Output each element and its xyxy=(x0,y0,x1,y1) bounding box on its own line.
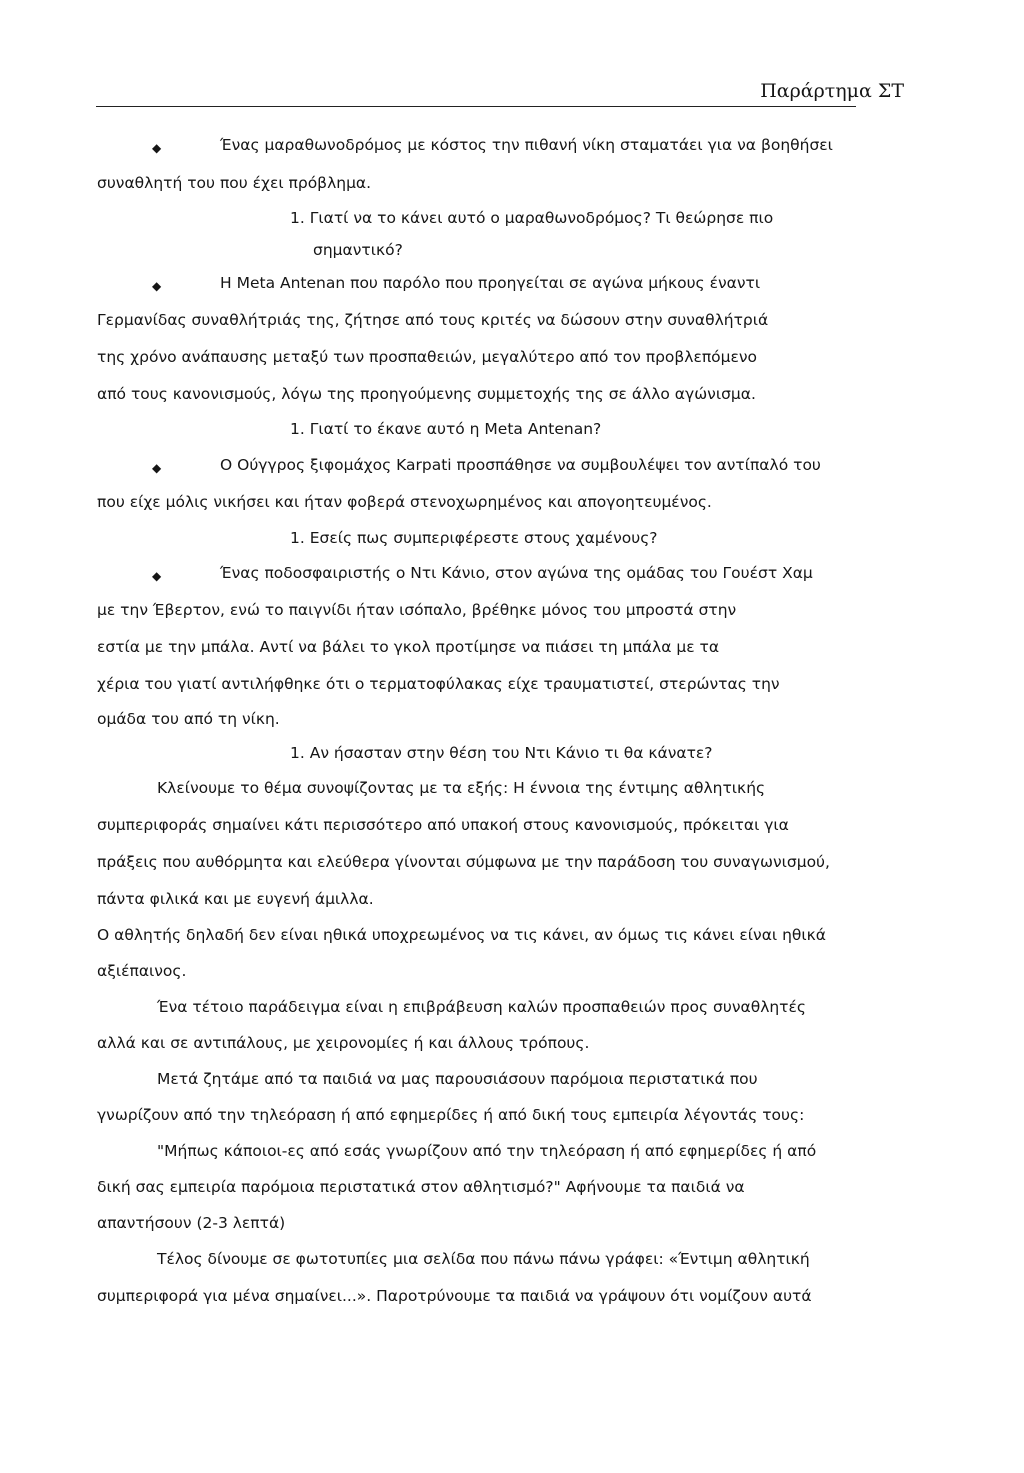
text-line: 1. Γιατί το έκανε αυτό η Meta Antenan? xyxy=(290,420,602,438)
text-line: σημαντικό? xyxy=(313,241,403,259)
text-line: Η Meta Antenan που παρόλο που προηγείται σε αγώνα μήκους έναντι xyxy=(220,274,761,292)
text-line: αλλά και σε αντιπάλους, με χειρονομίες ή και άλλους τρόπους. xyxy=(97,1034,590,1052)
text-line: απαντήσουν (2-3 λεπτά) xyxy=(97,1214,286,1232)
text-line: Μετά ζητάμε από τα παιδιά να μας παρουσιάσουν παρόμοια περιστατικά που xyxy=(157,1070,758,1088)
text-line: Κλείνουμε το θέμα συνοψίζοντας με τα εξής: Η έννοια της έντιμης αθλητικής xyxy=(157,779,766,797)
text-line: Ένας ποδοσφαιριστής ο Ντι Κάνιο, στον αγώνα της ομάδας του Γουέστ Χαμ xyxy=(220,564,813,582)
page-header-title: Παράρτημα ΣΤ xyxy=(760,80,904,102)
text-line: με την Έβερτον, ενώ το παιγνίδι ήταν ισόπαλο, βρέθηκε μόνος του μπροστά στην xyxy=(97,601,737,619)
text-line: Τέλος δίνουμε σε φωτοτυπίες μια σελίδα που πάνω πάνω γράφει: «Έντιμη αθλητική xyxy=(157,1250,810,1268)
text-line: αξιέπαινος. xyxy=(97,962,187,980)
text-line: που είχε μόλις νικήσει και ήταν φοβερά στενοχωρημένος και απογοητευμένος. xyxy=(97,493,712,511)
text-line: εστία με την μπάλα. Αντί να βάλει το γκολ προτίμησε να πιάσει τη μπάλα με τα xyxy=(97,638,720,656)
text-line: Ο Ούγγρος ξιφομάχος Karpati προσπάθησε να συμβουλέψει τον αντίπαλό του xyxy=(220,456,821,474)
text-line: Γερμανίδας συναθλήτριάς της, ζήτησε από τους κριτές να δώσουν στην συναθλήτριά xyxy=(97,311,769,329)
text-line: συμπεριφορά για μένα σημαίνει...». Παροτρύνουμε τα παιδιά να γράψουν ότι νομίζουν αυτά xyxy=(97,1287,812,1305)
text-line: πράξεις που αυθόρμητα και ελεύθερα γίνονται σύμφωνα με την παράδοση του συναγωνισμού, xyxy=(97,853,830,871)
text-line: "Μήπως κάποιοι-ες από εσάς γνωρίζουν από την τηλεόραση ή από εφημερίδες ή από xyxy=(157,1142,817,1160)
header-rule xyxy=(96,106,856,107)
text-line: Ο αθλητής δηλαδή δεν είναι ηθικά υποχρεωμένος να τις κάνει, αν όμως τις κάνει είναι ηθικά xyxy=(97,926,826,944)
text-line: Ένα τέτοιο παράδειγμα είναι η επιβράβευση καλών προσπαθειών προς συναθλητές xyxy=(157,998,806,1016)
diamond-bullet-icon: ◆ xyxy=(152,279,162,293)
text-line: ομάδα του από τη νίκη. xyxy=(97,710,280,728)
diamond-bullet-icon: ◆ xyxy=(152,569,162,583)
text-line: δική σας εμπειρία παρόμοια περιστατικά στον αθλητισμό?" Αφήνουμε τα παιδιά να xyxy=(97,1178,745,1196)
text-line: πάντα φιλικά και με ευγενή άμιλλα. xyxy=(97,890,374,908)
text-line: χέρια του γιατί αντιλήφθηκε ότι ο τερματοφύλακας είχε τραυματιστεί, στερώντας την xyxy=(97,675,780,693)
text-line: της χρόνο ανάπαυσης μεταξύ των προσπαθειών, μεγαλύτερο από τον προβλεπόμενο xyxy=(97,348,758,366)
diamond-bullet-icon: ◆ xyxy=(152,141,162,155)
text-line: συναθλητή του που έχει πρόβλημα. xyxy=(97,174,372,192)
diamond-bullet-icon: ◆ xyxy=(152,461,162,475)
text-line: 1. Αν ήσασταν στην θέση του Ντι Κάνιο τι θα κάνατε? xyxy=(290,744,713,762)
text-line: από τους κανονισμούς, λόγω της προηγούμενης συμμετοχής της σε άλλο αγώνισμα. xyxy=(97,385,756,403)
text-line: Ένας μαραθωνοδρόμος με κόστος την πιθανή νίκη σταματάει για να βοηθήσει xyxy=(220,136,833,154)
text-line: 1. Γιατί να το κάνει αυτό ο μαραθωνοδρόμος? Τι θεώρησε πιο xyxy=(290,209,774,227)
text-line: 1. Εσείς πως συμπεριφέρεστε στους χαμένους? xyxy=(290,529,658,547)
text-line: γνωρίζουν από την τηλεόραση ή από εφημερίδες ή από δική τους εμπειρία λέγοντάς τους: xyxy=(97,1106,805,1124)
text-line: συμπεριφοράς σημαίνει κάτι περισσότερο από υπακοή στους κανονισμούς, πρόκειται για xyxy=(97,816,789,834)
